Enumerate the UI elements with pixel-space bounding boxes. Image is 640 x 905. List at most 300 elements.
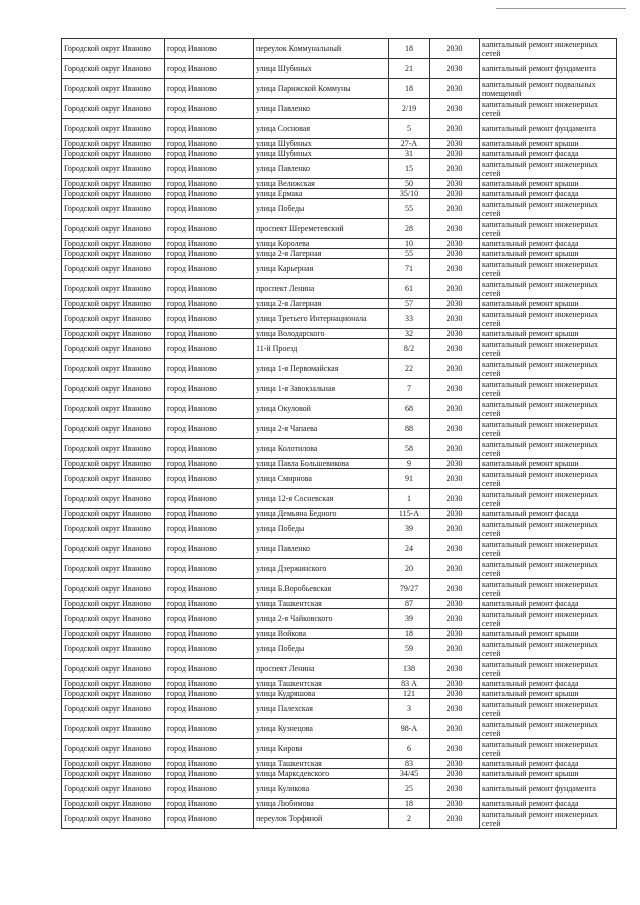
city-cell: город Иваново (165, 239, 254, 249)
street-cell: улица Ташкентская (254, 759, 389, 769)
table-row (62, 39, 617, 59)
table-row (62, 249, 617, 259)
table-row (62, 189, 617, 199)
city-cell: город Иваново (165, 99, 254, 119)
district-cell: Городской округ Иваново (62, 149, 165, 159)
street-cell: улица Войкова (254, 629, 389, 639)
district-cell: Городской округ Иваново (62, 629, 165, 639)
district-cell: Городской округ Иваново (62, 249, 165, 259)
house-cell: 8/2 (389, 339, 430, 359)
street-cell: переулок Коммунальный (254, 39, 389, 59)
house-cell: 91 (389, 469, 430, 489)
street-cell: улица Смирнова (254, 469, 389, 489)
work-type-cell: капитальный ремонт инженерных сетей (480, 359, 617, 379)
street-cell: улица Ермака (254, 189, 389, 199)
street-cell: улица Павленко (254, 99, 389, 119)
work-type-cell: капитальный ремонт крыши (480, 299, 617, 309)
year-cell: 2030 (430, 309, 480, 329)
street-cell: улица Куликова (254, 779, 389, 799)
year-cell: 2030 (430, 489, 480, 509)
street-cell: улица Сосновая (254, 119, 389, 139)
street-cell: улица Павленко (254, 539, 389, 559)
street-cell: улица Шубиных (254, 139, 389, 149)
city-cell: город Иваново (165, 739, 254, 759)
table-row (62, 799, 617, 809)
work-type-cell: капитальный ремонт инженерных сетей (480, 739, 617, 759)
house-cell: 10 (389, 239, 430, 249)
table-row (62, 509, 617, 519)
city-cell: город Иваново (165, 279, 254, 299)
city-cell: город Иваново (165, 59, 254, 79)
work-type-cell: капитальный ремонт инженерных сетей (480, 309, 617, 329)
table-row (62, 179, 617, 189)
district-cell: Городской округ Иваново (62, 259, 165, 279)
house-cell: 18 (389, 39, 430, 59)
year-cell: 2030 (430, 739, 480, 759)
year-cell: 2030 (430, 599, 480, 609)
house-cell: 83 (389, 759, 430, 769)
street-cell: улица Демьяна Бедного (254, 509, 389, 519)
street-cell: улица 12-я Сосневская (254, 489, 389, 509)
year-cell: 2030 (430, 779, 480, 799)
street-cell: 11-й Проезд (254, 339, 389, 359)
district-cell: Городской округ Иваново (62, 599, 165, 609)
city-cell: город Иваново (165, 519, 254, 539)
city-cell: город Иваново (165, 459, 254, 469)
district-cell: Городской округ Иваново (62, 299, 165, 309)
year-cell: 2030 (430, 259, 480, 279)
house-cell: 31 (389, 149, 430, 159)
work-type-cell: капитальный ремонт инженерных сетей (480, 219, 617, 239)
street-cell: проспект Шереметевский (254, 219, 389, 239)
city-cell: город Иваново (165, 39, 254, 59)
city-cell: город Иваново (165, 329, 254, 339)
district-cell: Городской округ Иваново (62, 639, 165, 659)
street-cell: улица Шубиных (254, 149, 389, 159)
work-type-cell: капитальный ремонт фундамента (480, 779, 617, 799)
table-row (62, 439, 617, 459)
street-cell: улица Любимова (254, 799, 389, 809)
district-cell: Городской округ Иваново (62, 579, 165, 599)
table-row (62, 659, 617, 679)
work-type-cell: капитальный ремонт инженерных сетей (480, 419, 617, 439)
district-cell: Городской округ Иваново (62, 399, 165, 419)
table-row (62, 309, 617, 329)
district-cell: Городской округ Иваново (62, 39, 165, 59)
street-cell: улица Кудряшова (254, 689, 389, 699)
table-row (62, 219, 617, 239)
year-cell: 2030 (430, 629, 480, 639)
year-cell: 2030 (430, 399, 480, 419)
year-cell: 2030 (430, 769, 480, 779)
street-cell: улица Королева (254, 239, 389, 249)
street-cell: улица Колотилова (254, 439, 389, 459)
work-type-cell: капитальный ремонт инженерных сетей (480, 539, 617, 559)
street-cell: улица 2-я Чайковского (254, 609, 389, 629)
street-cell: улица 2-я Чапаева (254, 419, 389, 439)
work-type-cell: капитальный ремонт инженерных сетей (480, 259, 617, 279)
district-cell: Городской округ Иваново (62, 699, 165, 719)
table-row (62, 99, 617, 119)
city-cell: город Иваново (165, 339, 254, 359)
city-cell: город Иваново (165, 489, 254, 509)
street-cell: улица Б.Воробьевская (254, 579, 389, 599)
table-row (62, 609, 617, 629)
city-cell: город Иваново (165, 399, 254, 419)
street-cell: улица 2-я Лагерная (254, 249, 389, 259)
street-cell: улица Ташкентская (254, 599, 389, 609)
work-type-cell: капитальный ремонт фасада (480, 679, 617, 689)
district-cell: Городской округ Иваново (62, 509, 165, 519)
work-type-cell: капитальный ремонт инженерных сетей (480, 379, 617, 399)
table-row (62, 329, 617, 339)
house-cell: 20 (389, 559, 430, 579)
district-cell: Городской округ Иваново (62, 519, 165, 539)
table-row (62, 809, 617, 829)
city-cell: город Иваново (165, 809, 254, 829)
year-cell: 2030 (430, 189, 480, 199)
house-cell: 58 (389, 439, 430, 459)
table-row (62, 519, 617, 539)
city-cell: город Иваново (165, 419, 254, 439)
year-cell: 2030 (430, 119, 480, 139)
house-cell: 55 (389, 199, 430, 219)
work-type-cell: капитальный ремонт инженерных сетей (480, 439, 617, 459)
district-cell: Городской округ Иваново (62, 179, 165, 189)
city-cell: город Иваново (165, 189, 254, 199)
table-row (62, 639, 617, 659)
work-type-cell: капитальный ремонт фасада (480, 239, 617, 249)
district-cell: Городской округ Иваново (62, 439, 165, 459)
district-cell: Городской округ Иваново (62, 689, 165, 699)
house-cell: 7 (389, 379, 430, 399)
house-cell: 18 (389, 799, 430, 809)
year-cell: 2030 (430, 699, 480, 719)
house-cell: 18 (389, 629, 430, 639)
work-type-cell: капитальный ремонт фасада (480, 149, 617, 159)
district-cell: Городской округ Иваново (62, 489, 165, 509)
house-cell: 33 (389, 309, 430, 329)
district-cell: Городской округ Иваново (62, 119, 165, 139)
city-cell: город Иваново (165, 599, 254, 609)
district-cell: Городской округ Иваново (62, 469, 165, 489)
work-type-cell: капитальный ремонт инженерных сетей (480, 99, 617, 119)
city-cell: город Иваново (165, 689, 254, 699)
street-cell: проспект Ленина (254, 659, 389, 679)
table-row (62, 239, 617, 249)
house-cell: 2 (389, 809, 430, 829)
city-cell: город Иваново (165, 179, 254, 189)
city-cell: город Иваново (165, 149, 254, 159)
year-cell: 2030 (430, 679, 480, 689)
work-type-cell: капитальный ремонт инженерных сетей (480, 469, 617, 489)
city-cell: город Иваново (165, 299, 254, 309)
work-type-cell: капитальный ремонт инженерных сетей (480, 519, 617, 539)
table-row (62, 279, 617, 299)
work-type-cell: капитальный ремонт инженерных сетей (480, 159, 617, 179)
year-cell: 2030 (430, 539, 480, 559)
city-cell: город Иваново (165, 799, 254, 809)
city-cell: город Иваново (165, 759, 254, 769)
district-cell: Городской округ Иваново (62, 609, 165, 629)
city-cell: город Иваново (165, 139, 254, 149)
house-cell: 115-А (389, 509, 430, 519)
table-row (62, 139, 617, 149)
house-cell: 25 (389, 779, 430, 799)
work-type-cell: капитальный ремонт крыши (480, 769, 617, 779)
table-row (62, 759, 617, 769)
table-row (62, 149, 617, 159)
street-cell: улица Победы (254, 199, 389, 219)
district-cell: Городской округ Иваново (62, 539, 165, 559)
district-cell: Городской округ Иваново (62, 359, 165, 379)
work-type-cell: капитальный ремонт крыши (480, 689, 617, 699)
house-cell: 24 (389, 539, 430, 559)
work-type-cell: капитальный ремонт инженерных сетей (480, 559, 617, 579)
table-row (62, 599, 617, 609)
year-cell: 2030 (430, 249, 480, 259)
year-cell: 2030 (430, 579, 480, 599)
work-type-cell: капитальный ремонт крыши (480, 249, 617, 259)
table-body (62, 39, 617, 829)
district-cell: Городской округ Иваново (62, 739, 165, 759)
street-cell: улица Парижской Коммуны (254, 79, 389, 99)
house-cell: 71 (389, 259, 430, 279)
street-cell: улица Победы (254, 519, 389, 539)
house-cell: 98-А (389, 719, 430, 739)
district-cell: Городской округ Иваново (62, 309, 165, 329)
city-cell: город Иваново (165, 719, 254, 739)
table-row (62, 59, 617, 79)
year-cell: 2030 (430, 199, 480, 219)
city-cell: город Иваново (165, 119, 254, 139)
city-cell: город Иваново (165, 539, 254, 559)
house-cell: 61 (389, 279, 430, 299)
city-cell: город Иваново (165, 509, 254, 519)
city-cell: город Иваново (165, 439, 254, 459)
work-type-cell: капитальный ремонт крыши (480, 629, 617, 639)
city-cell: город Иваново (165, 219, 254, 239)
table-row (62, 79, 617, 99)
work-type-cell: капитальный ремонт фасада (480, 189, 617, 199)
year-cell: 2030 (430, 759, 480, 769)
city-cell: город Иваново (165, 769, 254, 779)
district-cell: Городской округ Иваново (62, 199, 165, 219)
year-cell: 2030 (430, 469, 480, 489)
street-cell: улица Кирова (254, 739, 389, 759)
city-cell: город Иваново (165, 309, 254, 329)
work-type-cell: капитальный ремонт фундамента (480, 119, 617, 139)
city-cell: город Иваново (165, 699, 254, 719)
year-cell: 2030 (430, 339, 480, 359)
work-type-cell: капитальный ремонт инженерных сетей (480, 199, 617, 219)
year-cell: 2030 (430, 239, 480, 249)
work-type-cell: капитальный ремонт инженерных сетей (480, 339, 617, 359)
street-cell: улица 1-я Первомайская (254, 359, 389, 379)
house-cell: 68 (389, 399, 430, 419)
table-row (62, 119, 617, 139)
street-cell: улица Третьего Интернационала (254, 309, 389, 329)
house-cell: 22 (389, 359, 430, 379)
year-cell: 2030 (430, 79, 480, 99)
year-cell: 2030 (430, 39, 480, 59)
city-cell: город Иваново (165, 249, 254, 259)
district-cell: Городской округ Иваново (62, 99, 165, 119)
work-type-cell: капитальный ремонт инженерных сетей (480, 659, 617, 679)
street-cell: улица Шубиных (254, 59, 389, 79)
year-cell: 2030 (430, 809, 480, 829)
house-cell: 88 (389, 419, 430, 439)
district-cell: Городской округ Иваново (62, 79, 165, 99)
year-cell: 2030 (430, 59, 480, 79)
table-row (62, 539, 617, 559)
table-row (62, 679, 617, 689)
district-cell: Городской округ Иваново (62, 219, 165, 239)
work-type-cell: капитальный ремонт фасада (480, 759, 617, 769)
district-cell: Городской округ Иваново (62, 769, 165, 779)
city-cell: город Иваново (165, 259, 254, 279)
year-cell: 2030 (430, 519, 480, 539)
work-type-cell: капитальный ремонт фасада (480, 799, 617, 809)
table-row (62, 339, 617, 359)
city-cell: город Иваново (165, 359, 254, 379)
work-type-cell: капитальный ремонт инженерных сетей (480, 699, 617, 719)
year-cell: 2030 (430, 799, 480, 809)
city-cell: город Иваново (165, 579, 254, 599)
year-cell: 2030 (430, 219, 480, 239)
repair-schedule-table (61, 38, 617, 829)
house-cell: 87 (389, 599, 430, 609)
table-row (62, 629, 617, 639)
district-cell: Городской округ Иваново (62, 759, 165, 769)
street-cell: улица Володарского (254, 329, 389, 339)
house-cell: 121 (389, 689, 430, 699)
year-cell: 2030 (430, 439, 480, 459)
table-row (62, 559, 617, 579)
work-type-cell: капитальный ремонт фасада (480, 509, 617, 519)
city-cell: город Иваново (165, 629, 254, 639)
year-cell: 2030 (430, 559, 480, 579)
work-type-cell: капитальный ремонт подвальных помещений (480, 79, 617, 99)
year-cell: 2030 (430, 509, 480, 519)
table-row (62, 489, 617, 509)
work-type-cell: капитальный ремонт инженерных сетей (480, 719, 617, 739)
year-cell: 2030 (430, 159, 480, 179)
district-cell: Городской округ Иваново (62, 679, 165, 689)
city-cell: город Иваново (165, 159, 254, 179)
district-cell: Городской округ Иваново (62, 339, 165, 359)
work-type-cell: капитальный ремонт крыши (480, 329, 617, 339)
work-type-cell: капитальный ремонт инженерных сетей (480, 399, 617, 419)
city-cell: город Иваново (165, 79, 254, 99)
district-cell: Городской округ Иваново (62, 459, 165, 469)
street-cell: улица Павла Большевикова (254, 459, 389, 469)
house-cell: 5 (389, 119, 430, 139)
house-cell: 32 (389, 329, 430, 339)
year-cell: 2030 (430, 149, 480, 159)
street-cell: улица Дзержинского (254, 559, 389, 579)
street-cell: улица Кузнецова (254, 719, 389, 739)
year-cell: 2030 (430, 359, 480, 379)
table-row (62, 469, 617, 489)
house-cell: 35/10 (389, 189, 430, 199)
street-cell: улица 1-я Завокзальная (254, 379, 389, 399)
house-cell: 138 (389, 659, 430, 679)
table-row (62, 259, 617, 279)
year-cell: 2030 (430, 659, 480, 679)
house-cell: 28 (389, 219, 430, 239)
work-type-cell: капитальный ремонт фасада (480, 599, 617, 609)
table-row (62, 379, 617, 399)
house-cell: 15 (389, 159, 430, 179)
work-type-cell: капитальный ремонт фундамента (480, 59, 617, 79)
year-cell: 2030 (430, 609, 480, 629)
district-cell: Городской округ Иваново (62, 139, 165, 149)
table-row (62, 579, 617, 599)
street-cell: улица Окуловой (254, 399, 389, 419)
district-cell: Городской округ Иваново (62, 559, 165, 579)
work-type-cell: капитальный ремонт крыши (480, 459, 617, 469)
district-cell: Городской округ Иваново (62, 659, 165, 679)
house-cell: 59 (389, 639, 430, 659)
year-cell: 2030 (430, 459, 480, 469)
city-cell: город Иваново (165, 609, 254, 629)
house-cell: 50 (389, 179, 430, 189)
year-cell: 2030 (430, 329, 480, 339)
house-cell: 1 (389, 489, 430, 509)
city-cell: город Иваново (165, 779, 254, 799)
table-row (62, 199, 617, 219)
year-cell: 2030 (430, 379, 480, 399)
district-cell: Городской округ Иваново (62, 379, 165, 399)
work-type-cell: капитальный ремонт крыши (480, 179, 617, 189)
street-cell: улица Карьерная (254, 259, 389, 279)
city-cell: город Иваново (165, 659, 254, 679)
table-row (62, 689, 617, 699)
year-cell: 2030 (430, 139, 480, 149)
year-cell: 2030 (430, 279, 480, 299)
table-row (62, 459, 617, 469)
house-cell: 57 (389, 299, 430, 309)
district-cell: Городской округ Иваново (62, 59, 165, 79)
district-cell: Городской округ Иваново (62, 159, 165, 179)
district-cell: Городской округ Иваново (62, 799, 165, 809)
table-row (62, 419, 617, 439)
city-cell: город Иваново (165, 469, 254, 489)
year-cell: 2030 (430, 99, 480, 119)
year-cell: 2030 (430, 639, 480, 659)
work-type-cell: капитальный ремонт крыши (480, 139, 617, 149)
street-cell: улица 2-я Лагерная (254, 299, 389, 309)
work-type-cell: капитальный ремонт инженерных сетей (480, 579, 617, 599)
house-cell: 2/19 (389, 99, 430, 119)
city-cell: город Иваново (165, 379, 254, 399)
work-type-cell: капитальный ремонт инженерных сетей (480, 609, 617, 629)
district-cell: Городской округ Иваново (62, 809, 165, 829)
district-cell: Городской округ Иваново (62, 279, 165, 299)
district-cell: Городской округ Иваново (62, 719, 165, 739)
street-cell: улица Велижская (254, 179, 389, 189)
year-cell: 2030 (430, 179, 480, 189)
table-row (62, 719, 617, 739)
house-cell: 39 (389, 609, 430, 629)
work-type-cell: капитальный ремонт инженерных сетей (480, 279, 617, 299)
street-cell: улица Павленко (254, 159, 389, 179)
street-cell: переулок Торфяной (254, 809, 389, 829)
table-row (62, 699, 617, 719)
work-type-cell: капитальный ремонт инженерных сетей (480, 809, 617, 829)
header-rule (496, 8, 626, 9)
